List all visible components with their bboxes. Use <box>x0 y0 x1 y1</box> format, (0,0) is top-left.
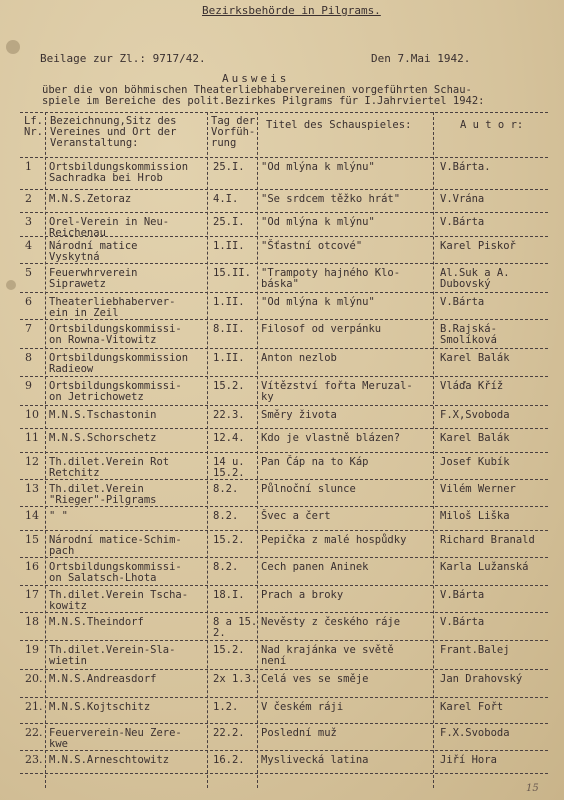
association-cell: Národní matice <box>49 240 138 252</box>
association-cell: wietin <box>49 655 87 667</box>
date-cell: 18.I. <box>213 589 245 601</box>
row-divider <box>20 669 548 670</box>
punch-hole <box>6 280 16 290</box>
handwritten-page-mark: 15 <box>526 783 539 794</box>
association-cell: M.N.S.Zetoraz <box>49 193 132 205</box>
author-cell: Dubovský <box>440 278 491 290</box>
association-cell: on Rowna-Vitowitz <box>49 334 157 346</box>
row-number: 15 <box>25 533 39 546</box>
association-cell: M.N.S.Andreasdorf <box>49 673 157 685</box>
column-divider <box>207 112 208 788</box>
association-cell: Ortsbildungskommission <box>49 352 189 364</box>
date-cell: 22.3. <box>213 409 245 421</box>
row-divider <box>20 506 548 507</box>
row-divider <box>20 405 548 406</box>
date-cell: 16.2. <box>213 754 245 766</box>
date-cell: 25.I. <box>213 216 245 228</box>
title-cell: Směry života <box>261 409 337 421</box>
association-cell: M.N.S.Tschastonin <box>49 409 157 421</box>
title-cell: Celá ves se směje <box>261 673 369 685</box>
date-cell: 25.I. <box>213 161 245 173</box>
author-cell: Vláďa Kříž <box>440 380 504 392</box>
row-divider <box>20 157 548 158</box>
row-divider <box>20 773 548 774</box>
author-cell: V.Vrána <box>440 193 485 205</box>
date-cell: 8.2. <box>213 510 239 522</box>
association-cell: on Salatsch-Lhota <box>49 572 157 584</box>
column-divider <box>45 112 46 788</box>
association-cell: "Rieger"-Pilgrams <box>49 494 157 506</box>
author-cell: Karel Piskoř <box>440 240 516 252</box>
row-number: 17 <box>25 588 39 601</box>
date-cell: 2x 1.3. <box>213 673 258 685</box>
association-cell: Ortsbildungskommissi- <box>49 561 182 573</box>
row-number: 7 <box>25 322 32 335</box>
author-cell: Smolíková <box>440 334 497 346</box>
author-cell: V.Bárta. <box>440 161 491 173</box>
association-cell: Sachradka bei Hrob <box>49 172 163 184</box>
header-date: rung <box>211 137 237 149</box>
date-cell: 22.2. <box>213 727 245 739</box>
date-cell: 8.II. <box>213 323 245 335</box>
association-cell: M.N.S.Kojtschitz <box>49 701 151 713</box>
row-divider <box>20 585 548 586</box>
row-number: 21. <box>25 700 43 713</box>
document-date: Den 7.Mai 1942. <box>371 52 471 65</box>
date-cell: 15.2. <box>213 467 245 479</box>
header-number: Nr. <box>24 126 43 138</box>
association-cell: Th.dilet.Verein Rot <box>49 456 170 468</box>
date-cell: 14 u. <box>213 456 245 468</box>
row-divider <box>20 212 548 213</box>
author-cell: B.Rajská- <box>440 323 497 335</box>
title-cell: Pepička z malé hospůdky <box>261 534 407 546</box>
association-cell: Ortsbildungskommission <box>49 161 189 173</box>
association-cell: Th.dilet.Verein Tscha- <box>49 589 189 601</box>
row-number: 5 <box>25 266 32 279</box>
row-divider <box>20 750 548 751</box>
association-cell: M.N.S.Theindorf <box>49 616 144 628</box>
association-cell: Feuerwhrverein <box>49 267 138 279</box>
row-number: 10 <box>25 408 39 421</box>
title-cell: Kdo je vlastně blázen? <box>261 432 401 444</box>
table-top-rule <box>20 112 548 113</box>
title-cell: Půlnoční slunce <box>261 483 356 495</box>
header-title: Titel des Schauspieles: <box>266 119 412 131</box>
association-cell: on Jetrichowetz <box>49 391 144 403</box>
subtitle-line-1: über die von böhmischen Theaterliebhabervereinen vorgeführten Schau- <box>42 84 472 96</box>
row-number: 8 <box>25 351 32 364</box>
row-number: 2 <box>25 192 32 205</box>
association-cell: kowitz <box>49 600 87 612</box>
row-divider <box>20 697 548 698</box>
association-cell: Feuerverein-Neu Zere- <box>49 727 182 739</box>
title-cell: Nevěsty z českého ráje <box>261 616 401 628</box>
association-cell: kwe <box>49 738 68 750</box>
header-date: Tag der <box>211 115 256 127</box>
section-heading: Ausweis <box>222 72 290 85</box>
title-cell: Myslivecká latina <box>261 754 369 766</box>
date-cell: 15.2. <box>213 534 245 546</box>
title-cell: báska" <box>261 278 299 290</box>
title-cell: V českém ráji <box>261 701 344 713</box>
title-cell: Švec a čert <box>261 510 331 522</box>
author-cell: Jan Drahovský <box>440 673 523 685</box>
author-cell: Frant.Balej <box>440 644 510 656</box>
row-number: 19 <box>25 643 39 656</box>
author-cell: Karel Balák <box>440 432 510 444</box>
association-cell: Vyskytná <box>49 251 100 263</box>
association-cell: M.N.S.Schorschetz <box>49 432 157 444</box>
row-divider <box>20 263 548 264</box>
date-cell: 15.2. <box>213 380 245 392</box>
association-cell: Th.dilet.Verein <box>49 483 144 495</box>
row-divider <box>20 479 548 480</box>
association-cell: Retchitz <box>49 467 100 479</box>
column-divider <box>433 112 434 788</box>
association-cell: Radieow <box>49 363 94 375</box>
row-number: 22. <box>25 726 43 739</box>
author-cell: V.Bárta <box>440 216 485 228</box>
row-divider <box>20 428 548 429</box>
row-number: 9 <box>25 379 32 392</box>
header-association: Bezeichnung,Sitz des <box>50 115 177 127</box>
row-divider <box>20 557 548 558</box>
association-cell: Orel-Verein in Neu- <box>49 216 170 228</box>
header-author: A u t o r: <box>460 119 524 131</box>
title-cell: Pan Čáp na to Káp <box>261 456 369 468</box>
author-cell: F.X.Svoboda <box>440 727 510 739</box>
title-cell: "Od mlýna k mlýnu" <box>261 161 375 173</box>
author-cell: Al.Suk a A. <box>440 267 510 279</box>
association-cell: Reichenau <box>49 227 106 239</box>
row-number: 16 <box>25 560 39 573</box>
title-cell: Poslední muž <box>261 727 337 739</box>
association-cell: Ortsbildungskommissi- <box>49 323 182 335</box>
association-cell: Národní matice-Schim- <box>49 534 182 546</box>
title-cell: "Od mlýna k mlýnu" <box>261 296 375 308</box>
date-cell: 8.2. <box>213 561 239 573</box>
row-divider <box>20 530 548 531</box>
row-divider <box>20 319 548 320</box>
title-cell: "Od mlýna k mlýnu" <box>261 216 375 228</box>
header-association: Veranstaltung: <box>50 137 139 149</box>
title-cell: Prach a broky <box>261 589 344 601</box>
author-cell: V.Bárta <box>440 296 485 308</box>
date-cell: 15.II. <box>213 267 251 279</box>
row-number: 18 <box>25 615 39 628</box>
subtitle-line-2: spiele im Bereiche des polit.Bezirkes Pilgrams für I.Jahrviertel 1942: <box>42 95 485 107</box>
row-divider <box>20 292 548 293</box>
title-cell: Anton nezlob <box>261 352 337 364</box>
association-cell: pach <box>49 545 75 557</box>
title-cell: "Trampoty hajného Klo- <box>261 267 401 279</box>
row-number: 23. <box>25 753 43 766</box>
author-cell: V.Bárta <box>440 589 485 601</box>
row-number: 11 <box>25 431 39 444</box>
date-cell: 2. <box>213 627 226 639</box>
author-cell: Josef Kubík <box>440 456 510 468</box>
header-association: Vereines und Ort der <box>50 126 177 138</box>
row-number: 3 <box>25 215 32 228</box>
association-cell: ein in Zeil <box>49 307 119 319</box>
date-cell: 4.I. <box>213 193 239 205</box>
row-divider <box>20 452 548 453</box>
date-cell: 1.II. <box>213 352 245 364</box>
author-cell: Karel Balák <box>440 352 510 364</box>
author-cell: Karel Fořt <box>440 701 504 713</box>
row-divider <box>20 189 548 190</box>
row-number: 14 <box>25 509 39 522</box>
association-cell: Th.dilet.Verein-Sla- <box>49 644 176 656</box>
title-cell: Nad krajánka ve světě <box>261 644 394 656</box>
association-cell: " " <box>49 510 68 522</box>
association-cell: M.N.S.Arneschtowitz <box>49 754 170 766</box>
association-cell: Siprawetz <box>49 278 106 290</box>
author-cell: Vilém Werner <box>440 483 516 495</box>
association-cell: Ortsbildungskommissi- <box>49 380 182 392</box>
title-cell: Vítězství fořta Meruzal- <box>261 380 413 392</box>
title-cell: Filosof od verpánku <box>261 323 382 335</box>
title-cell: není <box>261 655 287 667</box>
row-number: 12 <box>25 455 39 468</box>
performances-table <box>20 112 548 788</box>
document-title: Bezirksbehörde in Pilgrams. <box>202 4 381 17</box>
author-cell: Miloš Liška <box>440 510 510 522</box>
row-number: 1 <box>25 160 32 173</box>
date-cell: 12.4. <box>213 432 245 444</box>
title-cell: "Šťastní otcové" <box>261 240 363 252</box>
row-divider <box>20 723 548 724</box>
row-number: 4 <box>25 239 32 252</box>
reference-number: Beilage zur Zl.: 9717/42. <box>40 52 206 65</box>
row-divider <box>20 612 548 613</box>
row-divider <box>20 348 548 349</box>
column-divider <box>257 112 258 788</box>
date-cell: 1.II. <box>213 296 245 308</box>
row-divider <box>20 376 548 377</box>
date-cell: 8 a 15. <box>213 616 258 628</box>
date-cell: 1.2. <box>213 701 239 713</box>
author-cell: F.X,Svoboda <box>440 409 510 421</box>
header-number: Lf. <box>24 115 43 127</box>
row-number: 20. <box>25 672 43 685</box>
punch-hole <box>6 40 20 54</box>
row-divider <box>20 640 548 641</box>
title-cell: ky <box>261 391 274 403</box>
author-cell: Jiří Hora <box>440 754 497 766</box>
association-cell: Theaterliebhaberver- <box>49 296 176 308</box>
author-cell: V.Bárta <box>440 616 485 628</box>
row-number: 13 <box>25 482 39 495</box>
title-cell: Cech panen Aninek <box>261 561 369 573</box>
date-cell: 8.2. <box>213 483 239 495</box>
author-cell: Karla Lužanská <box>440 561 529 573</box>
date-cell: 15.2. <box>213 644 245 656</box>
header-date: Vorfüh- <box>211 126 256 138</box>
title-cell: "Se srdcem těžko hrát" <box>261 193 401 205</box>
date-cell: 1.II. <box>213 240 245 252</box>
row-number: 6 <box>25 295 32 308</box>
author-cell: Richard Branald <box>440 534 535 546</box>
